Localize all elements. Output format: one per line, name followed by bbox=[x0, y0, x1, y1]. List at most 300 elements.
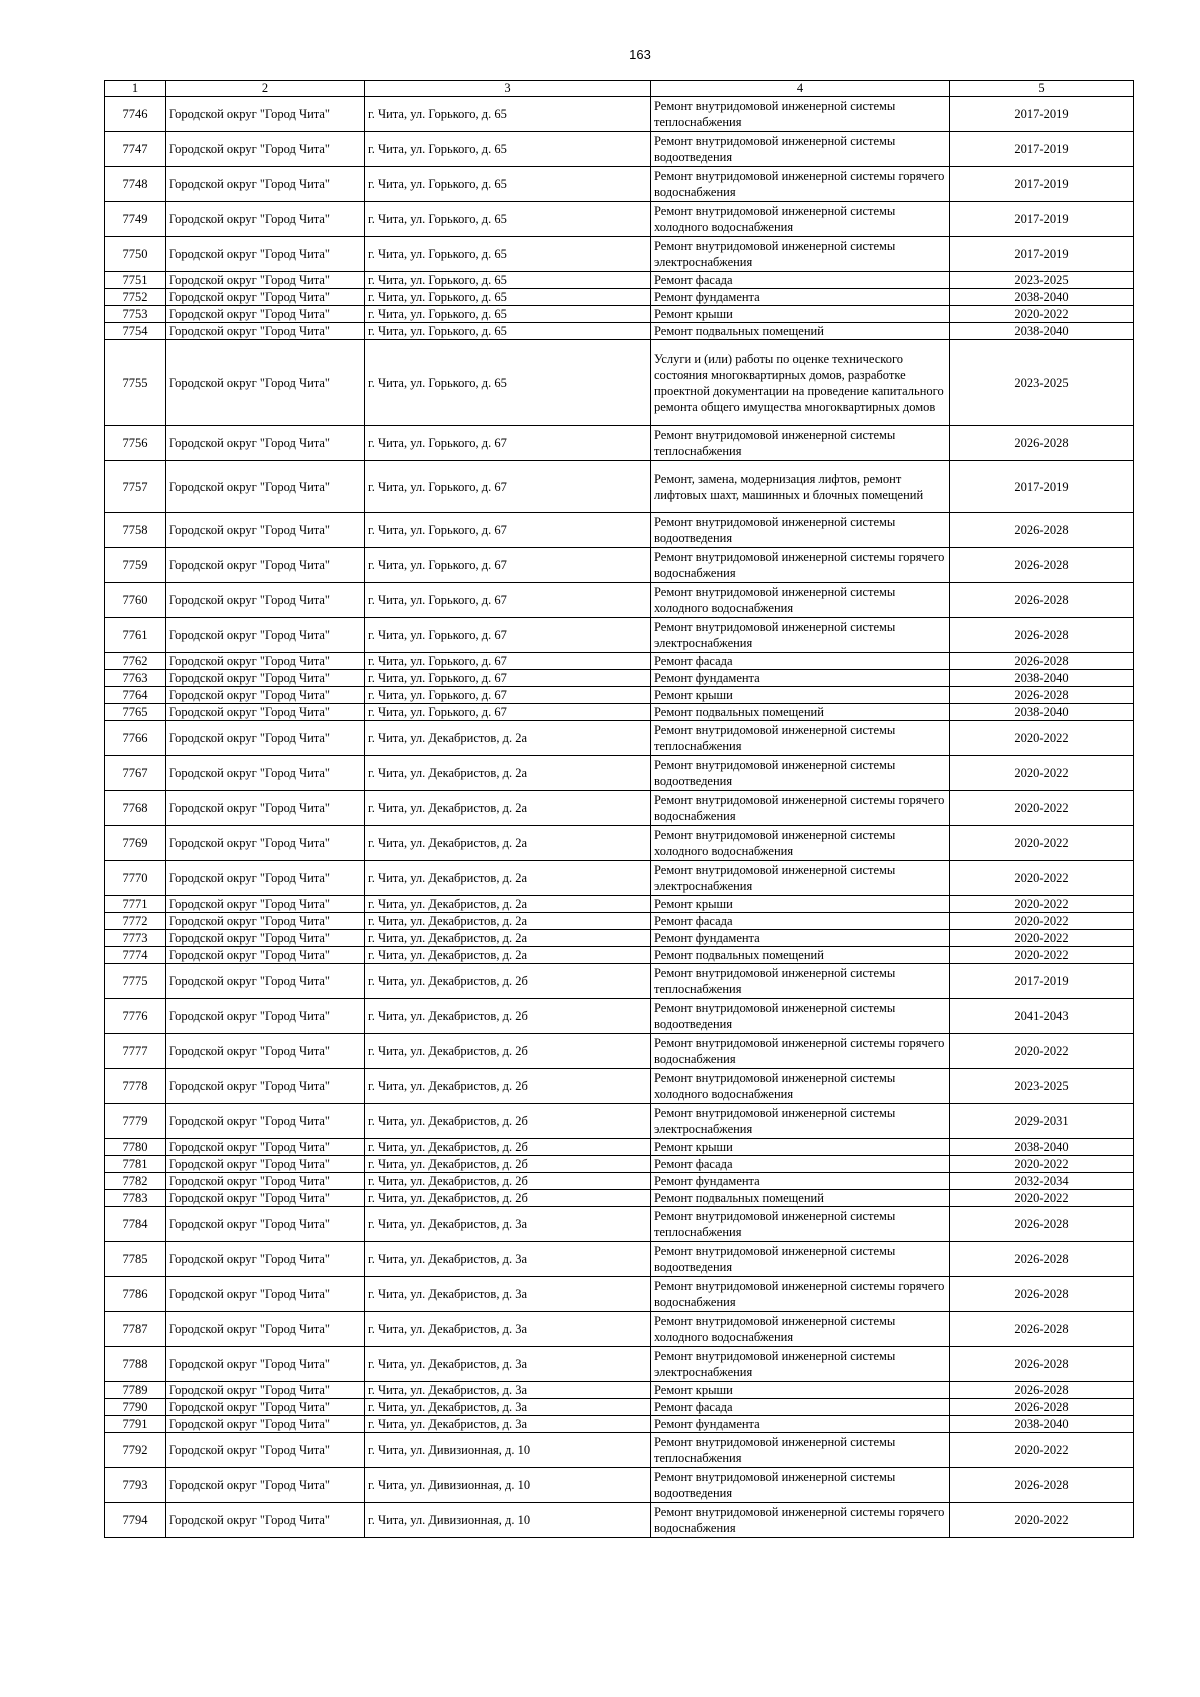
cell-municipality: Городской округ "Город Чита" bbox=[166, 1173, 365, 1190]
cell-municipality: Городской округ "Город Чита" bbox=[166, 618, 365, 653]
cell-period: 2020-2022 bbox=[950, 756, 1134, 791]
cell-work-type: Ремонт внутридомовой инженерной системы водоотведения bbox=[651, 132, 950, 167]
table-row bbox=[105, 999, 1134, 1034]
table-row bbox=[105, 426, 1134, 461]
cell-work-type: Ремонт внутридомовой инженерной системы теплоснабжения bbox=[651, 1207, 950, 1242]
cell-work-type: Ремонт фундамента bbox=[651, 289, 950, 306]
cell-row-number: 7768 bbox=[105, 791, 166, 826]
page-number: 163 bbox=[629, 47, 651, 62]
cell-municipality: Городской округ "Город Чита" bbox=[166, 1312, 365, 1347]
cell-address: г. Чита, ул. Декабристов, д. 3а bbox=[365, 1277, 651, 1312]
cell-municipality: Городской округ "Город Чита" bbox=[166, 1207, 365, 1242]
cell-row-number: 7770 bbox=[105, 861, 166, 896]
cell-row-number: 7777 bbox=[105, 1034, 166, 1069]
cell-address: г. Чита, ул. Горького, д. 65 bbox=[365, 323, 651, 340]
cell-work-type: Ремонт крыши bbox=[651, 896, 950, 913]
cell-period: 2017-2019 bbox=[950, 167, 1134, 202]
cell-work-type: Ремонт фундамента bbox=[651, 670, 950, 687]
cell-work-type: Ремонт внутридомовой инженерной системы холодного водоснабжения bbox=[651, 826, 950, 861]
cell-address: г. Чита, ул. Горького, д. 67 bbox=[365, 548, 651, 583]
cell-address: г. Чита, ул. Декабристов, д. 2а bbox=[365, 947, 651, 964]
cell-municipality: Городской округ "Город Чита" bbox=[166, 289, 365, 306]
cell-work-type: Ремонт внутридомовой инженерной системы холодного водоснабжения bbox=[651, 202, 950, 237]
cell-address: г. Чита, ул. Горького, д. 65 bbox=[365, 237, 651, 272]
cell-address: г. Чита, ул. Горького, д. 65 bbox=[365, 272, 651, 289]
table-row bbox=[105, 323, 1134, 340]
table-row bbox=[105, 704, 1134, 721]
cell-address: г. Чита, ул. Дивизионная, д. 10 bbox=[365, 1468, 651, 1503]
cell-row-number: 7766 bbox=[105, 721, 166, 756]
table-row bbox=[105, 913, 1134, 930]
cell-row-number: 7759 bbox=[105, 548, 166, 583]
cell-address: г. Чита, ул. Горького, д. 65 bbox=[365, 167, 651, 202]
cell-municipality: Городской округ "Город Чита" bbox=[166, 653, 365, 670]
cell-address: г. Чита, ул. Декабристов, д. 2б bbox=[365, 1069, 651, 1104]
cell-row-number: 7774 bbox=[105, 947, 166, 964]
cell-address: г. Чита, ул. Дивизионная, д. 10 bbox=[365, 1433, 651, 1468]
cell-address: г. Чита, ул. Декабристов, д. 3а bbox=[365, 1207, 651, 1242]
cell-period: 2026-2028 bbox=[950, 1399, 1134, 1416]
cell-period: 2038-2040 bbox=[950, 289, 1134, 306]
cell-row-number: 7780 bbox=[105, 1139, 166, 1156]
cell-work-type: Ремонт фасада bbox=[651, 653, 950, 670]
table-row bbox=[105, 167, 1134, 202]
cell-row-number: 7787 bbox=[105, 1312, 166, 1347]
cell-period: 2026-2028 bbox=[950, 687, 1134, 704]
table-row bbox=[105, 1034, 1134, 1069]
cell-municipality: Городской округ "Город Чита" bbox=[166, 340, 365, 426]
cell-row-number: 7747 bbox=[105, 132, 166, 167]
cell-period: 2026-2028 bbox=[950, 1382, 1134, 1399]
cell-municipality: Городской округ "Город Чита" bbox=[166, 826, 365, 861]
cell-period: 2026-2028 bbox=[950, 548, 1134, 583]
cell-municipality: Городской округ "Город Чита" bbox=[166, 1416, 365, 1433]
cell-address: г. Чита, ул. Декабристов, д. 3а bbox=[365, 1312, 651, 1347]
cell-row-number: 7772 bbox=[105, 913, 166, 930]
cell-row-number: 7746 bbox=[105, 97, 166, 132]
capital-repair-table bbox=[104, 80, 1134, 1538]
cell-work-type: Ремонт крыши bbox=[651, 306, 950, 323]
table-row bbox=[105, 670, 1134, 687]
cell-work-type: Ремонт внутридомовой инженерной системы теплоснабжения bbox=[651, 97, 950, 132]
cell-address: г. Чита, ул. Декабристов, д. 3а bbox=[365, 1399, 651, 1416]
cell-work-type: Ремонт, замена, модернизация лифтов, ремонт лифтовых шахт, машинных и блочных помещений bbox=[651, 461, 950, 513]
cell-row-number: 7748 bbox=[105, 167, 166, 202]
table-row bbox=[105, 237, 1134, 272]
table-row bbox=[105, 1416, 1134, 1433]
table-row bbox=[105, 1433, 1134, 1468]
cell-address: г. Чита, ул. Горького, д. 67 bbox=[365, 670, 651, 687]
cell-row-number: 7794 bbox=[105, 1503, 166, 1538]
cell-period: 2023-2025 bbox=[950, 340, 1134, 426]
cell-address: г. Чита, ул. Декабристов, д. 2а bbox=[365, 930, 651, 947]
cell-work-type: Услуги и (или) работы по оценке технического состояния многоквартирных домов, разработке проектной документации на проведение капитального ремонта общего имущества многоквартирных домов bbox=[651, 340, 950, 426]
cell-row-number: 7781 bbox=[105, 1156, 166, 1173]
table-row bbox=[105, 548, 1134, 583]
cell-address: г. Чита, ул. Декабристов, д. 2а bbox=[365, 896, 651, 913]
cell-row-number: 7792 bbox=[105, 1433, 166, 1468]
table-row bbox=[105, 791, 1134, 826]
table-row bbox=[105, 1139, 1134, 1156]
cell-municipality: Городской округ "Город Чита" bbox=[166, 1069, 365, 1104]
cell-work-type: Ремонт внутридомовой инженерной системы электроснабжения bbox=[651, 1104, 950, 1139]
cell-address: г. Чита, ул. Декабристов, д. 2б bbox=[365, 999, 651, 1034]
cell-municipality: Городской округ "Город Чита" bbox=[166, 1104, 365, 1139]
cell-municipality: Городской округ "Город Чита" bbox=[166, 704, 365, 721]
cell-row-number: 7783 bbox=[105, 1190, 166, 1207]
header-cell-4: 4 bbox=[651, 81, 950, 97]
cell-row-number: 7749 bbox=[105, 202, 166, 237]
cell-municipality: Городской округ "Город Чита" bbox=[166, 1382, 365, 1399]
header-cell-1: 1 bbox=[105, 81, 166, 97]
cell-work-type: Ремонт внутридомовой инженерной системы теплоснабжения bbox=[651, 964, 950, 999]
cell-address: г. Чита, ул. Горького, д. 67 bbox=[365, 426, 651, 461]
cell-municipality: Городской округ "Город Чита" bbox=[166, 1468, 365, 1503]
cell-address: г. Чита, ул. Декабристов, д. 3а bbox=[365, 1347, 651, 1382]
cell-period: 2026-2028 bbox=[950, 1468, 1134, 1503]
cell-work-type: Ремонт фасада bbox=[651, 1399, 950, 1416]
table-row bbox=[105, 202, 1134, 237]
cell-row-number: 7763 bbox=[105, 670, 166, 687]
cell-address: г. Чита, ул. Горького, д. 67 bbox=[365, 687, 651, 704]
cell-address: г. Чита, ул. Горького, д. 67 bbox=[365, 618, 651, 653]
cell-period: 2029-2031 bbox=[950, 1104, 1134, 1139]
cell-work-type: Ремонт фундамента bbox=[651, 1173, 950, 1190]
cell-municipality: Городской округ "Город Чита" bbox=[166, 721, 365, 756]
cell-work-type: Ремонт внутридомовой инженерной системы электроснабжения bbox=[651, 618, 950, 653]
cell-row-number: 7750 bbox=[105, 237, 166, 272]
cell-municipality: Городской округ "Город Чита" bbox=[166, 756, 365, 791]
cell-row-number: 7769 bbox=[105, 826, 166, 861]
cell-row-number: 7788 bbox=[105, 1347, 166, 1382]
cell-row-number: 7776 bbox=[105, 999, 166, 1034]
cell-address: г. Чита, ул. Декабристов, д. 2б bbox=[365, 1190, 651, 1207]
cell-period: 2020-2022 bbox=[950, 1503, 1134, 1538]
cell-municipality: Городской округ "Город Чита" bbox=[166, 202, 365, 237]
cell-work-type: Ремонт внутридомовой инженерной системы горячего водоснабжения bbox=[651, 167, 950, 202]
cell-municipality: Городской округ "Город Чита" bbox=[166, 896, 365, 913]
table-row bbox=[105, 1173, 1134, 1190]
cell-period: 2020-2022 bbox=[950, 1034, 1134, 1069]
cell-municipality: Городской округ "Город Чита" bbox=[166, 861, 365, 896]
table-row bbox=[105, 1207, 1134, 1242]
cell-address: г. Чита, ул. Декабристов, д. 3а bbox=[365, 1242, 651, 1277]
cell-work-type: Ремонт внутридомовой инженерной системы холодного водоснабжения bbox=[651, 1312, 950, 1347]
cell-row-number: 7771 bbox=[105, 896, 166, 913]
cell-address: г. Чита, ул. Горького, д. 65 bbox=[365, 202, 651, 237]
cell-address: г. Чита, ул. Дивизионная, д. 10 bbox=[365, 1503, 651, 1538]
cell-period: 2023-2025 bbox=[950, 272, 1134, 289]
table-row bbox=[105, 513, 1134, 548]
cell-period: 2038-2040 bbox=[950, 1416, 1134, 1433]
cell-period: 2020-2022 bbox=[950, 861, 1134, 896]
table-row bbox=[105, 930, 1134, 947]
cell-row-number: 7761 bbox=[105, 618, 166, 653]
table-row bbox=[105, 1399, 1134, 1416]
cell-work-type: Ремонт подвальных помещений bbox=[651, 704, 950, 721]
table-row bbox=[105, 861, 1134, 896]
cell-row-number: 7757 bbox=[105, 461, 166, 513]
table-row bbox=[105, 826, 1134, 861]
cell-municipality: Городской округ "Город Чита" bbox=[166, 1242, 365, 1277]
cell-work-type: Ремонт крыши bbox=[651, 1139, 950, 1156]
cell-municipality: Городской округ "Город Чита" bbox=[166, 461, 365, 513]
cell-work-type: Ремонт фасада bbox=[651, 1156, 950, 1173]
header-cell-3: 3 bbox=[365, 81, 651, 97]
table-row bbox=[105, 896, 1134, 913]
cell-period: 2032-2034 bbox=[950, 1173, 1134, 1190]
cell-municipality: Городской округ "Город Чита" bbox=[166, 132, 365, 167]
cell-work-type: Ремонт внутридомовой инженерной системы водоотведения bbox=[651, 1468, 950, 1503]
table-row bbox=[105, 583, 1134, 618]
cell-period: 2026-2028 bbox=[950, 426, 1134, 461]
table-row bbox=[105, 947, 1134, 964]
cell-address: г. Чита, ул. Декабристов, д. 2б bbox=[365, 1156, 651, 1173]
table-row bbox=[105, 964, 1134, 999]
cell-municipality: Городской округ "Город Чита" bbox=[166, 1503, 365, 1538]
header-cell-5: 5 bbox=[950, 81, 1134, 97]
cell-address: г. Чита, ул. Горького, д. 67 bbox=[365, 653, 651, 670]
table-row bbox=[105, 687, 1134, 704]
cell-work-type: Ремонт внутридомовой инженерной системы теплоснабжения bbox=[651, 721, 950, 756]
cell-municipality: Городской округ "Город Чита" bbox=[166, 426, 365, 461]
cell-work-type: Ремонт внутридомовой инженерной системы электроснабжения bbox=[651, 237, 950, 272]
cell-work-type: Ремонт внутридомовой инженерной системы теплоснабжения bbox=[651, 426, 950, 461]
table-row bbox=[105, 1190, 1134, 1207]
cell-period: 2026-2028 bbox=[950, 1347, 1134, 1382]
cell-address: г. Чита, ул. Декабристов, д. 2а bbox=[365, 791, 651, 826]
cell-period: 2020-2022 bbox=[950, 896, 1134, 913]
cell-row-number: 7755 bbox=[105, 340, 166, 426]
cell-row-number: 7775 bbox=[105, 964, 166, 999]
table-row bbox=[105, 1347, 1134, 1382]
cell-municipality: Городской округ "Город Чита" bbox=[166, 548, 365, 583]
cell-municipality: Городской округ "Город Чита" bbox=[166, 97, 365, 132]
table-row bbox=[105, 1242, 1134, 1277]
cell-period: 2017-2019 bbox=[950, 461, 1134, 513]
cell-row-number: 7789 bbox=[105, 1382, 166, 1399]
cell-municipality: Городской округ "Город Чита" bbox=[166, 1190, 365, 1207]
table-row bbox=[105, 653, 1134, 670]
table-row bbox=[105, 306, 1134, 323]
cell-period: 2020-2022 bbox=[950, 913, 1134, 930]
cell-address: г. Чита, ул. Горького, д. 65 bbox=[365, 340, 651, 426]
cell-period: 2020-2022 bbox=[950, 1433, 1134, 1468]
cell-work-type: Ремонт внутридомовой инженерной системы электроснабжения bbox=[651, 1347, 950, 1382]
table-row bbox=[105, 1156, 1134, 1173]
cell-address: г. Чита, ул. Декабристов, д. 2б bbox=[365, 1034, 651, 1069]
cell-municipality: Городской округ "Город Чита" bbox=[166, 1433, 365, 1468]
cell-row-number: 7764 bbox=[105, 687, 166, 704]
cell-address: г. Чита, ул. Горького, д. 65 bbox=[365, 306, 651, 323]
table-row bbox=[105, 340, 1134, 426]
cell-period: 2026-2028 bbox=[950, 1207, 1134, 1242]
cell-row-number: 7779 bbox=[105, 1104, 166, 1139]
cell-address: г. Чита, ул. Декабристов, д. 2а bbox=[365, 861, 651, 896]
cell-row-number: 7773 bbox=[105, 930, 166, 947]
cell-address: г. Чита, ул. Горького, д. 65 bbox=[365, 289, 651, 306]
table-row bbox=[105, 1503, 1134, 1538]
cell-work-type: Ремонт внутридомовой инженерной системы теплоснабжения bbox=[651, 1433, 950, 1468]
cell-period: 2038-2040 bbox=[950, 704, 1134, 721]
cell-row-number: 7786 bbox=[105, 1277, 166, 1312]
cell-period: 2020-2022 bbox=[950, 930, 1134, 947]
cell-address: г. Чита, ул. Декабристов, д. 2б bbox=[365, 964, 651, 999]
cell-period: 2017-2019 bbox=[950, 132, 1134, 167]
cell-row-number: 7793 bbox=[105, 1468, 166, 1503]
cell-address: г. Чита, ул. Горького, д. 67 bbox=[365, 461, 651, 513]
cell-work-type: Ремонт внутридомовой инженерной системы холодного водоснабжения bbox=[651, 1069, 950, 1104]
cell-address: г. Чита, ул. Горького, д. 67 bbox=[365, 704, 651, 721]
cell-address: г. Чита, ул. Горького, д. 67 bbox=[365, 583, 651, 618]
cell-period: 2020-2022 bbox=[950, 306, 1134, 323]
cell-address: г. Чита, ул. Горького, д. 65 bbox=[365, 97, 651, 132]
cell-period: 2023-2025 bbox=[950, 1069, 1134, 1104]
cell-address: г. Чита, ул. Горького, д. 65 bbox=[365, 132, 651, 167]
cell-row-number: 7791 bbox=[105, 1416, 166, 1433]
cell-period: 2020-2022 bbox=[950, 826, 1134, 861]
cell-period: 2020-2022 bbox=[950, 1156, 1134, 1173]
table-row bbox=[105, 461, 1134, 513]
cell-work-type: Ремонт крыши bbox=[651, 687, 950, 704]
cell-period: 2020-2022 bbox=[950, 791, 1134, 826]
cell-work-type: Ремонт внутридомовой инженерной системы водоотведения bbox=[651, 513, 950, 548]
table-row bbox=[105, 1312, 1134, 1347]
cell-municipality: Городской округ "Город Чита" bbox=[166, 791, 365, 826]
header-cell-2: 2 bbox=[166, 81, 365, 97]
table-row bbox=[105, 1104, 1134, 1139]
cell-municipality: Городской округ "Город Чита" bbox=[166, 1347, 365, 1382]
cell-row-number: 7782 bbox=[105, 1173, 166, 1190]
cell-work-type: Ремонт внутридомовой инженерной системы водоотведения bbox=[651, 999, 950, 1034]
cell-work-type: Ремонт внутридомовой инженерной системы водоотведения bbox=[651, 1242, 950, 1277]
cell-period: 2026-2028 bbox=[950, 1312, 1134, 1347]
cell-period: 2026-2028 bbox=[950, 583, 1134, 618]
document-table-container bbox=[104, 80, 1133, 1538]
cell-address: г. Чита, ул. Декабристов, д. 2б bbox=[365, 1139, 651, 1156]
cell-address: г. Чита, ул. Декабристов, д. 2б bbox=[365, 1104, 651, 1139]
cell-municipality: Городской округ "Город Чита" bbox=[166, 1139, 365, 1156]
table-row bbox=[105, 1468, 1134, 1503]
table-body bbox=[105, 97, 1134, 1538]
cell-municipality: Городской округ "Город Чита" bbox=[166, 583, 365, 618]
cell-municipality: Городской округ "Город Чита" bbox=[166, 1399, 365, 1416]
cell-row-number: 7753 bbox=[105, 306, 166, 323]
cell-period: 2041-2043 bbox=[950, 999, 1134, 1034]
cell-municipality: Городской округ "Город Чита" bbox=[166, 323, 365, 340]
cell-row-number: 7758 bbox=[105, 513, 166, 548]
cell-address: г. Чита, ул. Декабристов, д. 3а bbox=[365, 1382, 651, 1399]
table-row bbox=[105, 132, 1134, 167]
cell-municipality: Городской округ "Город Чита" bbox=[166, 913, 365, 930]
cell-address: г. Чита, ул. Горького, д. 67 bbox=[365, 513, 651, 548]
cell-work-type: Ремонт подвальных помещений bbox=[651, 323, 950, 340]
cell-row-number: 7778 bbox=[105, 1069, 166, 1104]
cell-row-number: 7756 bbox=[105, 426, 166, 461]
table-row bbox=[105, 272, 1134, 289]
cell-row-number: 7785 bbox=[105, 1242, 166, 1277]
cell-municipality: Городской округ "Город Чита" bbox=[166, 947, 365, 964]
cell-municipality: Городской округ "Город Чита" bbox=[166, 687, 365, 704]
table-row bbox=[105, 618, 1134, 653]
cell-address: г. Чита, ул. Декабристов, д. 2а bbox=[365, 756, 651, 791]
cell-address: г. Чита, ул. Декабристов, д. 2а bbox=[365, 721, 651, 756]
cell-municipality: Городской округ "Город Чита" bbox=[166, 930, 365, 947]
cell-period: 2026-2028 bbox=[950, 653, 1134, 670]
cell-work-type: Ремонт внутридомовой инженерной системы горячего водоснабжения bbox=[651, 791, 950, 826]
cell-period: 2020-2022 bbox=[950, 1190, 1134, 1207]
cell-period: 2017-2019 bbox=[950, 202, 1134, 237]
cell-work-type: Ремонт внутридомовой инженерной системы горячего водоснабжения bbox=[651, 548, 950, 583]
cell-address: г. Чита, ул. Декабристов, д. 2а bbox=[365, 826, 651, 861]
cell-work-type: Ремонт внутридомовой инженерной системы горячего водоснабжения bbox=[651, 1503, 950, 1538]
cell-work-type: Ремонт внутридомовой инженерной системы водоотведения bbox=[651, 756, 950, 791]
cell-row-number: 7760 bbox=[105, 583, 166, 618]
cell-work-type: Ремонт фасада bbox=[651, 272, 950, 289]
cell-municipality: Городской округ "Город Чита" bbox=[166, 1156, 365, 1173]
cell-municipality: Городской округ "Город Чита" bbox=[166, 167, 365, 202]
cell-municipality: Городской округ "Город Чита" bbox=[166, 1034, 365, 1069]
cell-address: г. Чита, ул. Декабристов, д. 3а bbox=[365, 1416, 651, 1433]
cell-work-type: Ремонт подвальных помещений bbox=[651, 1190, 950, 1207]
cell-work-type: Ремонт фундамента bbox=[651, 1416, 950, 1433]
cell-row-number: 7762 bbox=[105, 653, 166, 670]
table-row bbox=[105, 721, 1134, 756]
table-row bbox=[105, 756, 1134, 791]
cell-work-type: Ремонт внутридомовой инженерной системы холодного водоснабжения bbox=[651, 583, 950, 618]
table-row bbox=[105, 289, 1134, 306]
table-row bbox=[105, 97, 1134, 132]
cell-period: 2038-2040 bbox=[950, 670, 1134, 687]
table-row bbox=[105, 1069, 1134, 1104]
cell-work-type: Ремонт фундамента bbox=[651, 930, 950, 947]
cell-work-type: Ремонт крыши bbox=[651, 1382, 950, 1399]
cell-period: 2026-2028 bbox=[950, 1242, 1134, 1277]
table-row bbox=[105, 1277, 1134, 1312]
cell-municipality: Городской округ "Город Чита" bbox=[166, 513, 365, 548]
cell-period: 2020-2022 bbox=[950, 721, 1134, 756]
cell-period: 2026-2028 bbox=[950, 618, 1134, 653]
cell-period: 2020-2022 bbox=[950, 947, 1134, 964]
cell-address: г. Чита, ул. Декабристов, д. 2а bbox=[365, 913, 651, 930]
cell-work-type: Ремонт внутридомовой инженерной системы горячего водоснабжения bbox=[651, 1277, 950, 1312]
cell-period: 2017-2019 bbox=[950, 237, 1134, 272]
cell-address: г. Чита, ул. Декабристов, д. 2б bbox=[365, 1173, 651, 1190]
cell-municipality: Городской округ "Город Чита" bbox=[166, 999, 365, 1034]
cell-municipality: Городской округ "Город Чита" bbox=[166, 272, 365, 289]
cell-row-number: 7751 bbox=[105, 272, 166, 289]
cell-work-type: Ремонт подвальных помещений bbox=[651, 947, 950, 964]
table-row bbox=[105, 1382, 1134, 1399]
cell-period: 2038-2040 bbox=[950, 323, 1134, 340]
cell-row-number: 7767 bbox=[105, 756, 166, 791]
cell-municipality: Городской округ "Город Чита" bbox=[166, 306, 365, 323]
cell-period: 2017-2019 bbox=[950, 97, 1134, 132]
cell-row-number: 7784 bbox=[105, 1207, 166, 1242]
cell-period: 2026-2028 bbox=[950, 1277, 1134, 1312]
cell-municipality: Городской округ "Город Чита" bbox=[166, 670, 365, 687]
cell-work-type: Ремонт внутридомовой инженерной системы электроснабжения bbox=[651, 861, 950, 896]
cell-municipality: Городской округ "Город Чита" bbox=[166, 237, 365, 272]
cell-period: 2017-2019 bbox=[950, 964, 1134, 999]
cell-municipality: Городской округ "Город Чита" bbox=[166, 964, 365, 999]
cell-period: 2038-2040 bbox=[950, 1139, 1134, 1156]
cell-period: 2026-2028 bbox=[950, 513, 1134, 548]
cell-row-number: 7752 bbox=[105, 289, 166, 306]
cell-row-number: 7754 bbox=[105, 323, 166, 340]
cell-work-type: Ремонт внутридомовой инженерной системы горячего водоснабжения bbox=[651, 1034, 950, 1069]
cell-municipality: Городской округ "Город Чита" bbox=[166, 1277, 365, 1312]
